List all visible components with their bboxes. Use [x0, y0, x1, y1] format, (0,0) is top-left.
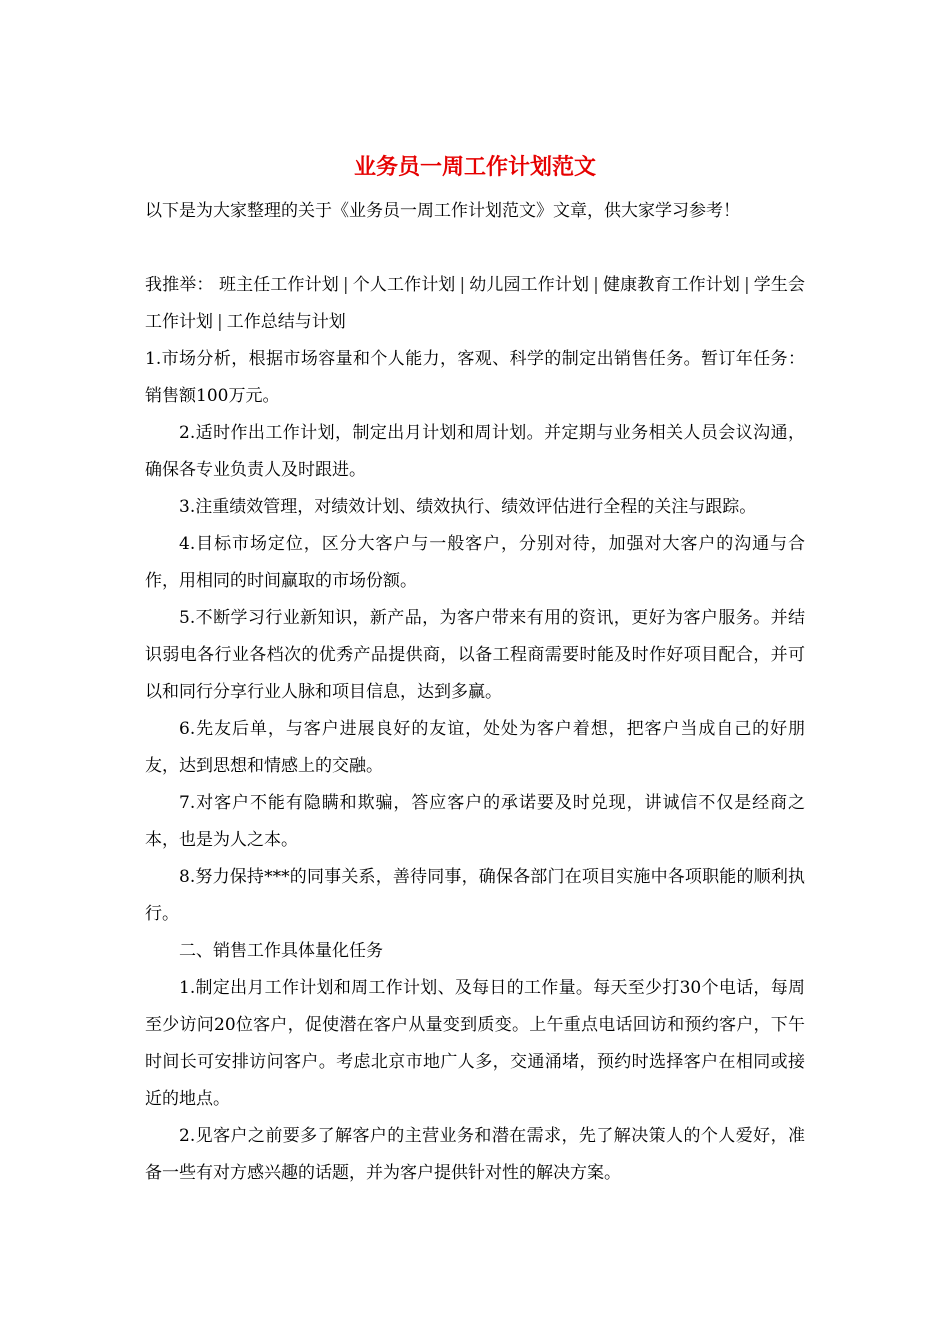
body-paragraph: 3.注重绩效管理，对绩效计划、绩效执行、绩效评估进行全程的关注与跟踪。	[179, 497, 757, 517]
body-paragraph: 2.见客户之前要多了解客户的主营业务和潜在需求，先了解决策人的个人爱好，准备一些有对方感兴趣的话题，并为客户提供针对性的解决方案。	[145, 1126, 805, 1183]
recommend-line	[145, 267, 805, 341]
recommend-separator: |	[593, 275, 599, 295]
recommend-separator: |	[217, 312, 223, 332]
recommend-separator: |	[342, 275, 349, 295]
body-paragraph: 5.不断学习行业新知识，新产品，为客户带来有用的资讯，更好为客户服务。并结识弱电各行业各档次的优秀产品提供商，以备工程商需要时能及时作好项目配合，并可以和同行分享行业人脉和项目信息，达到多赢。	[145, 608, 805, 702]
intro-text: 以下是为大家整理的关于《业务员一周工作计划范文》文章，供大家学习参考！	[145, 201, 740, 221]
recommend-link[interactable]: 班主任工作计划	[219, 275, 339, 295]
body-paragraph: 7.对客户不能有隐瞒和欺骗，答应客户的承诺要及时兑现，讲诚信不仅是经商之本，也是为人之本。	[145, 793, 805, 850]
recommend-separator: |	[459, 275, 466, 295]
body-paragraph: 4.目标市场定位，区分大客户与一般客户，分别对待，加强对大客户的沟通与合作，用相同的时间赢取的市场份额。	[145, 534, 805, 591]
recommend-link[interactable]: 健康教育工作计划	[602, 275, 740, 295]
body-paragraph: 8.努力保持***的同事关系，善待同事，确保各部门在项目实施中各项职能的顺利执行。	[145, 867, 805, 924]
body-paragraph: 1.市场分析，根据市场容量和个人能力，客观、科学的制定出销售任务。暂订年任务：销售额100万元。	[145, 349, 805, 406]
recommend-link[interactable]: 学生会工作计划	[145, 275, 806, 332]
recommend-separator: |	[743, 275, 750, 295]
recommend-link[interactable]: 幼儿园工作计划	[469, 275, 590, 295]
body-paragraph: 2.适时作出工作计划，制定出月计划和周计划。并定期与业务相关人员会议沟通，确保各专业负责人及时跟进。	[145, 423, 805, 480]
body-paragraph: 6.先友后单，与客户进展良好的友谊，处处为客户着想，把客户当成自己的好朋友，达到思想和情感上的交融。	[145, 719, 805, 776]
recommend-label: 我推举：	[145, 275, 214, 295]
recommend-link[interactable]: 个人工作计划	[352, 275, 456, 295]
blank-line	[145, 230, 805, 267]
document-body	[145, 150, 805, 1192]
document-title: 业务员一周工作计划范文	[353, 154, 596, 180]
body-paragraph: 1.制定出月工作计划和周工作计划、及每日的工作量。每天至少打30个电话，每周至少访问20位客户，促使潜在客户从量变到质变。上午重点电话回访和预约客户，下午时间长可安排访问客户。考虑北京市地广人多，交通涌堵，预约时选择客户在相同或接近的地点。	[145, 978, 805, 1109]
recommend-link[interactable]: 工作总结与计划	[226, 312, 346, 332]
section-heading: 二、销售工作具体量化任务	[179, 941, 383, 961]
